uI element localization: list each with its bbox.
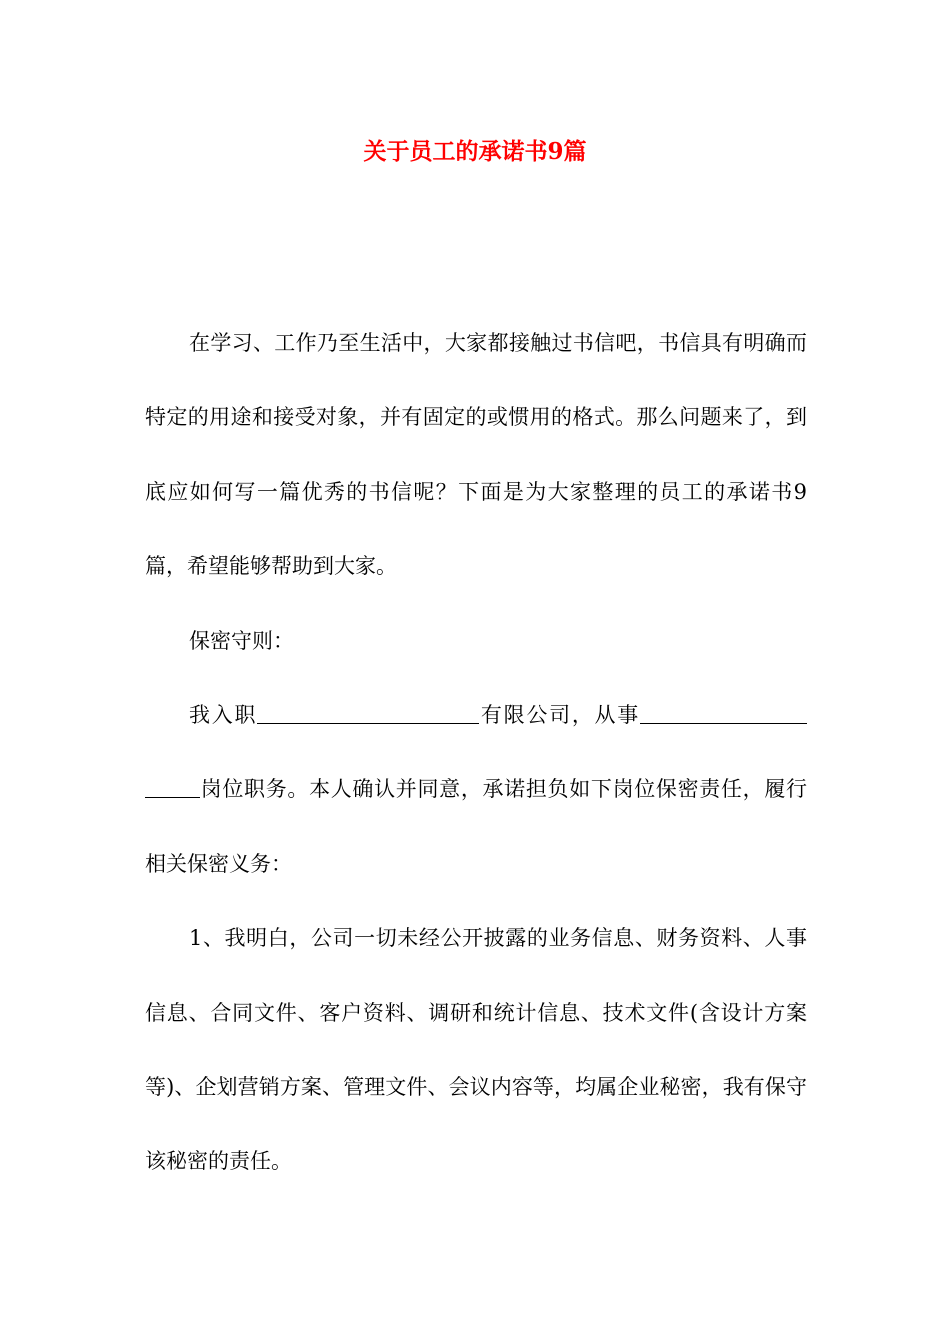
pledge-text-1: 我入职 [189,703,258,728]
pledge-text-3: 岗位职务。本人确认并同意，承诺担负如下岗位保密责任，履行相关保密义务： [145,777,807,876]
document-title: 关于员工的承诺书9篇 [363,138,587,165]
document-body [145,306,807,1199]
position-blank-continued[interactable] [145,777,200,798]
section-heading: 保密守则： [189,628,294,653]
position-blank[interactable] [640,703,807,724]
intro-paragraph: 在学习、工作乃至生活中，大家都接触过书信吧，书信具有明确而特定的用途和接受对象，并有固定的或惯用的格式。那么问题来了，到底应如何写一篇优秀的书信呢？下面是为大家整理的员工的承诺书9篇，希望能够帮助到大家。 [145,331,807,579]
company-name-blank[interactable] [257,703,479,724]
pledge-paragraph [145,678,807,901]
clause-1-paragraph: 1、我明白，公司一切未经公开披露的业务信息、财务资料、人事信息、合同文件、客户资料、调研和统计信息、技术文件(含设计方案等)、企划营销方案、管理文件、会议内容等，均属企业秘密，我有保守该秘密的责任。 [145,926,807,1174]
pledge-text-2: 有限公司，从事 [479,703,641,728]
